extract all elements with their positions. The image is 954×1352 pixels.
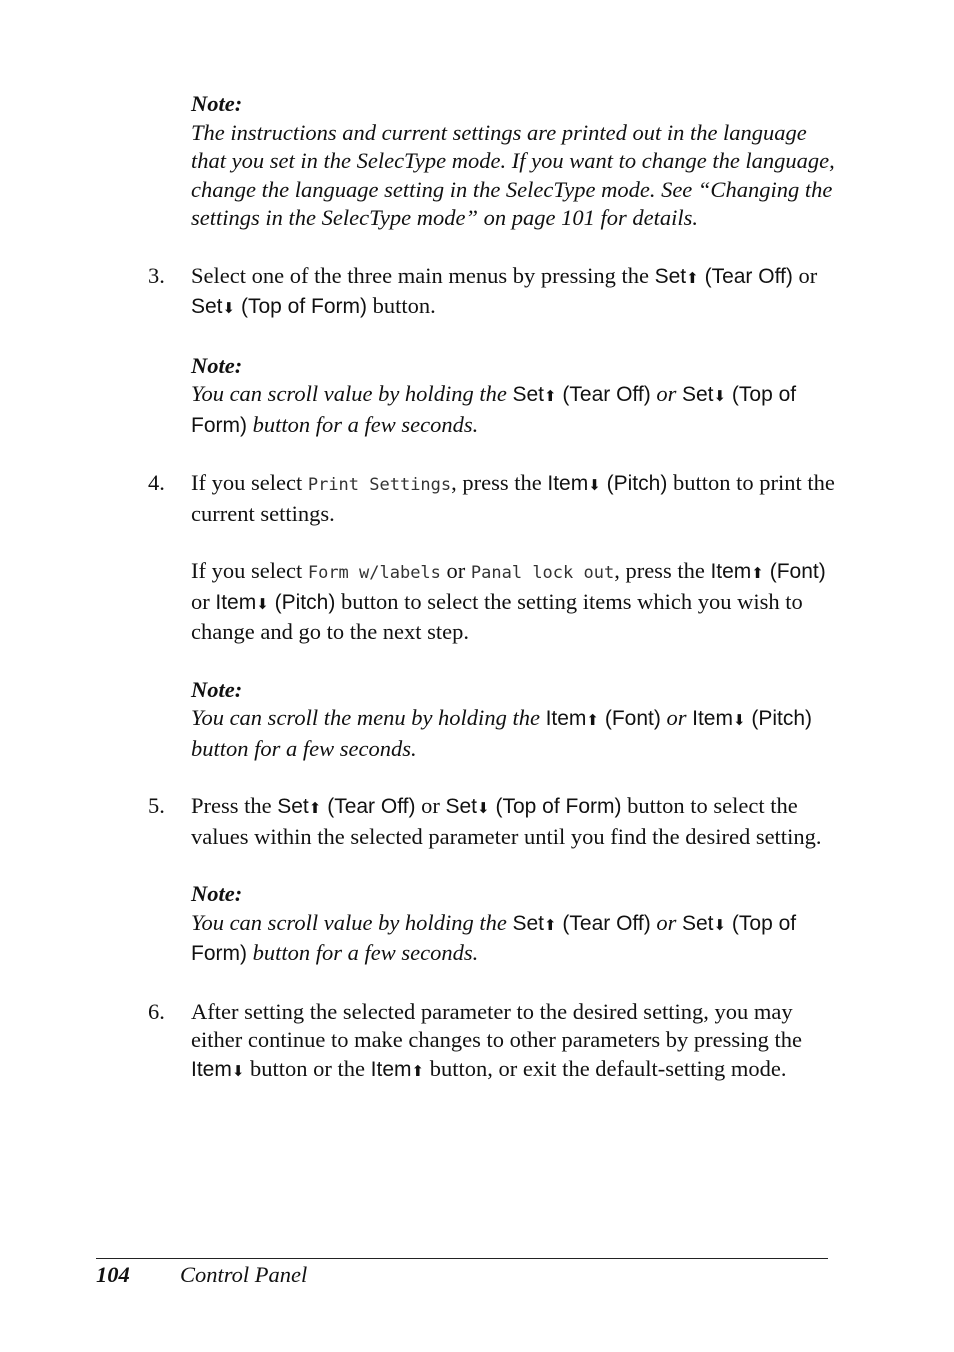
mode-name: Panal lock out [470, 563, 615, 583]
note-text: The instructions and current settings are printed out in the language that you set in the SelecType mode. If you want to change the language, change the language setting in the SelecType mode. See “Changing the settings in the SelecType mode” on page 101 for details. [191, 119, 835, 230]
step-text: Select one of the three main menus by pressing the Set⬆ (Tear Off) or Set⬇ (Top of Form) button. [191, 262, 818, 318]
note-2 [191, 352, 838, 441]
note-title: Note: [191, 352, 243, 378]
set-down-button-label: Set⬇ (Top of Form) [191, 295, 367, 318]
step-number: 5. [148, 793, 165, 818]
up-arrow-icon: ⬆ [543, 915, 557, 934]
down-arrow-icon: ⬇ [256, 594, 269, 613]
step-number: 6. [148, 998, 165, 1024]
down-arrow-icon: ⬇ [231, 1061, 245, 1080]
note-text: You can scroll value by holding the Set⬆ (Tear Off) or Set⬇ (Top of Form) button for a few seconds. [191, 381, 797, 437]
step-5 [148, 792, 838, 851]
step-4-paragraph: If you select Form w/labels or Panal lock out, press the Item⬆ (Font) or Item⬇ (Pitch) button to select the setting items which you wish to change and go to the next step. [191, 558, 826, 644]
step-text: Press the Set⬆ (Tear Off) or Set⬇ (Top of Form) button to select the values within the selected parameter until you find the desired setting. [191, 793, 822, 849]
note-3 [191, 676, 838, 764]
down-arrow-icon: ⬇ [713, 387, 727, 405]
set-up-button-label: Set⬆ (Tear Off) [654, 264, 793, 288]
page-number: 104 [96, 1262, 130, 1287]
step-text: After setting the selected parameter to the desired setting, you may either continue to make changes to other parameters by pressing the Item⬇ button or the Item⬆ button, or exit the default-setting mode. [191, 998, 803, 1081]
note-4 [191, 880, 838, 969]
up-arrow-icon: ⬆ [308, 799, 322, 817]
up-arrow-icon: ⬆ [411, 1061, 425, 1080]
note-text: You can scroll value by holding the Set⬆ (Tear Off) or Set⬇ (Top of Form) button for a few seconds. [191, 909, 797, 965]
step-number: 4. [148, 470, 165, 495]
mode-name: Form w/labels [307, 563, 441, 583]
down-arrow-icon: ⬇ [732, 711, 746, 729]
down-arrow-icon: ⬇ [588, 476, 601, 494]
step-number: 3. [148, 262, 165, 288]
note-title: Note: [191, 91, 243, 116]
up-arrow-icon: ⬆ [543, 387, 557, 405]
down-arrow-icon: ⬇ [222, 299, 236, 317]
step-4 [148, 469, 838, 528]
page-content [148, 90, 838, 1085]
down-arrow-icon: ⬇ [477, 799, 490, 817]
note-title: Note: [191, 676, 243, 702]
note-text: You can scroll the menu by holding the Item⬆ (Font) or Item⬇ (Pitch) button for a few seconds. [191, 705, 813, 761]
footer-divider [96, 1258, 828, 1259]
up-arrow-icon: ⬆ [686, 268, 699, 287]
mode-name: Print Settings [307, 475, 452, 495]
step-6 [148, 998, 838, 1086]
down-arrow-icon: ⬇ [713, 915, 727, 934]
step-3 [148, 262, 838, 323]
step-text: If you select Print Settings, press the Item⬇ (Pitch) button to print the current settings. [191, 470, 835, 526]
note-1 [191, 90, 838, 233]
page-footer [96, 1262, 307, 1288]
up-arrow-icon: ⬆ [586, 711, 599, 729]
up-arrow-icon: ⬆ [751, 564, 764, 582]
note-title: Note: [191, 881, 243, 906]
section-title: Control Panel [180, 1262, 308, 1287]
